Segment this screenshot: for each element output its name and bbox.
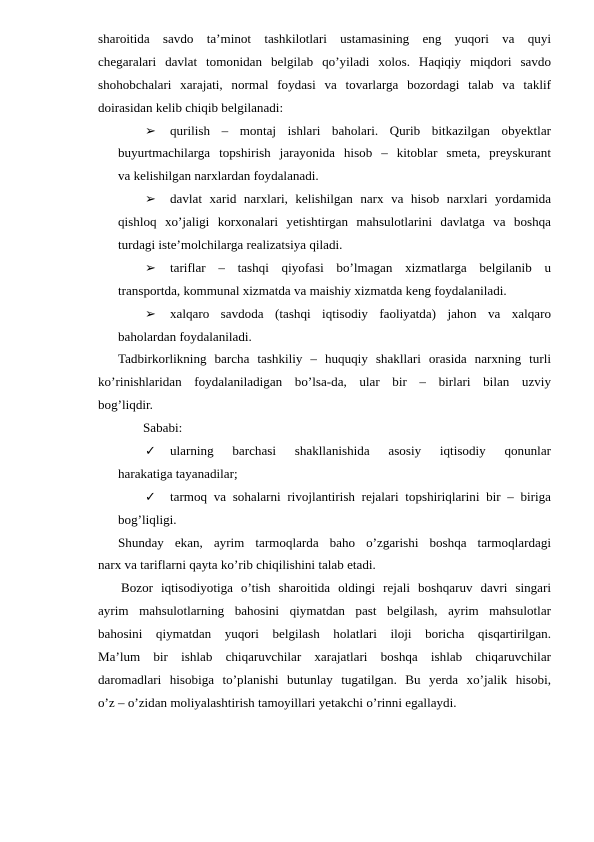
text-line: transportda, kommunal xizmatda va maishiy xizmatda keng foydalaniladi. [118,282,507,298]
paragraph-intro [98,28,551,120]
text-line: va kelishilgan narxlardan foydalanadi. [118,168,319,184]
checkmark-icon: ✓ [145,443,156,459]
arrow-bullet-list [98,120,551,349]
list-item-text: tariflar – tashqi qiyofasi bo’lmagan xizmatlarga belgilanib u [170,259,551,275]
arrow-bullet-icon: ➢ [145,191,156,207]
text-line: turdagi iste’molchilarga realizatsiya qiladi. [118,237,343,253]
list-item-text: qurilish – montaj ishlari baholari. Qurib bitkazilgan obyektlar [170,122,551,138]
text-line: bog’liqligi. [118,511,177,527]
list-item [98,120,551,189]
text-line: Tadbirkorlikning barcha tashkiliy – huquqiy shakllari orasida narxning turli [118,351,551,367]
checkmark-icon: ✓ [145,488,156,504]
list-item-text: ularning barchasi shakllanishida asosiy iqtisodiy qonunlar [170,443,551,459]
text-line: sharoitida savdo ta’minot tashkilotlari ustamasining eng yuqori va quyi [98,31,551,46]
text-line: shohobchalari xarajati, normal foydasi va tovarlarga bozordagi talab va taklif [98,76,551,92]
list-item-text: tarmoq va sohalarni rivojlantirish rejalari topshiriqlarini bir – biriga [170,488,551,504]
text-line: ayrim mahsulotlarning bahosini qiymatdan past belgilash, ayrim mahsulotlar [98,603,551,619]
list-item [98,440,551,486]
text-line: harakatiga tayanadilar; [118,465,238,481]
text-line: baholardan foydalaniladi. [118,328,252,344]
text-line: narx va tariflarni qayta ko’rib chiqilishini talab etadi. [98,557,376,573]
list-item [98,303,551,349]
text-line: daromadlari hisobiga to’planishi butunlay tugatilgan. Bu yerda xo’jalik hisobi, [98,671,551,687]
arrow-bullet-icon: ➢ [145,259,156,275]
check-bullet-list [98,440,551,532]
sababi-label: Sababi: [143,420,183,436]
paragraph-market-economy [98,577,551,714]
paragraph-sectors [98,532,551,578]
list-item-text: xalqaro savdoda (tashqi iqtisodiy faoliyatda) jahon va xalqaro [170,305,551,321]
text-line: o’z – o’zidan moliyalashtirish tamoyillari yetakchi o’rinni egallaydi. [98,694,457,710]
text-line: Shunday ekan, ayrim tarmoqlarda baho o’zgarishi boshqa tarmoqlardagi [118,534,551,550]
text-line: Bozor iqtisodiyotiga o’tish sharoitida oldingi rejali boshqaruv davri singari [121,580,551,596]
text-line: qishloq xo’jaligi korxonalari yetishtirgan mahsulotlarini davlatga va boshqa [118,214,551,230]
arrow-bullet-icon: ➢ [145,122,156,138]
list-item [98,257,551,303]
document-page [98,28,551,715]
text-line: ko’rinishlaridan foydalaniladigan bo’lsa-da, ular bir – birlari bilan uzviy [98,374,551,390]
text-line: bog’liqdir. [98,397,153,413]
text-line: Ma’lum bir ishlab chiqaruvchilar xarajatlari boshqa ishlab chiqaruvchilar [98,649,551,665]
text-line: buyurtmachilarga topshirish jarayonida hisob – kitoblar smeta, preyskurant [118,145,551,161]
list-item [98,188,551,257]
list-item [98,486,551,532]
arrow-bullet-icon: ➢ [145,305,156,321]
text-line: bahosini qiymatdan yuqori belgilash holatlari iloji boricha qisqartirilgan. [98,626,551,642]
paragraph-forms [98,348,551,417]
text-line: doirasidan kelib chiqib belgilanadi: [98,99,284,115]
list-item-text: davlat xarid narxlari, kelishilgan narx va hisob narxlari yordamida [170,191,551,207]
text-line: chegaralari davlat tomonidan belgilab qo’yiladi xolos. Haqiqiy miqdori savdo [98,53,551,69]
